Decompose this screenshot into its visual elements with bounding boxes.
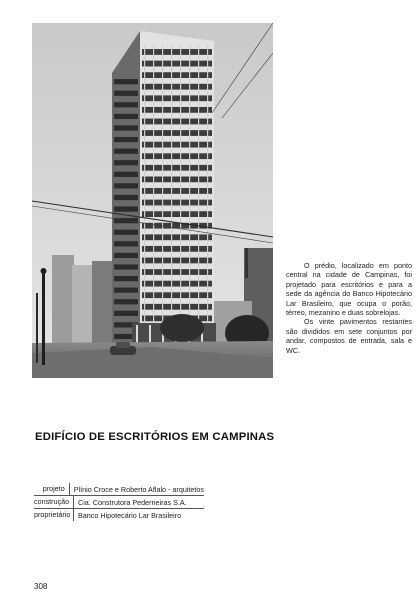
credits-table [34,483,204,521]
description-caption [286,261,412,355]
credit-label: construção [34,496,74,508]
credit-label: proprietário [34,509,74,521]
caption-paragraph-2: Os vinte pavimentos restantes são divididos em sete conjuntos por andar, compostos de entrada, sala e WC. [286,317,412,355]
article-title: EDIFÍCIO DE ESCRITÓRIOS EM CAMPINAS [35,431,275,443]
credit-value: Cia. Construtora Pederneiras S.A. [78,497,187,507]
caption-paragraph-1: O prédio, localizado em ponto central na cidade de Campinas, foi projetado para escritórios e para a sede da agência do Banco Hipotecário Lar Brasileiro, que ocupa o porão, térreo, mezanino e duas sobrelojas. [286,261,412,318]
page-number: 308 [34,582,48,591]
credit-label: projeto [34,483,70,495]
credit-row-construcao [34,496,204,509]
credit-value: Plínio Croce e Roberto Aflalo - arquitetos [73,484,204,494]
building-photo [32,23,273,378]
credit-value: Banco Hipotecário Lar Brasileiro [78,510,182,520]
credit-row-projeto [34,483,204,496]
credit-row-proprietario [34,509,204,521]
